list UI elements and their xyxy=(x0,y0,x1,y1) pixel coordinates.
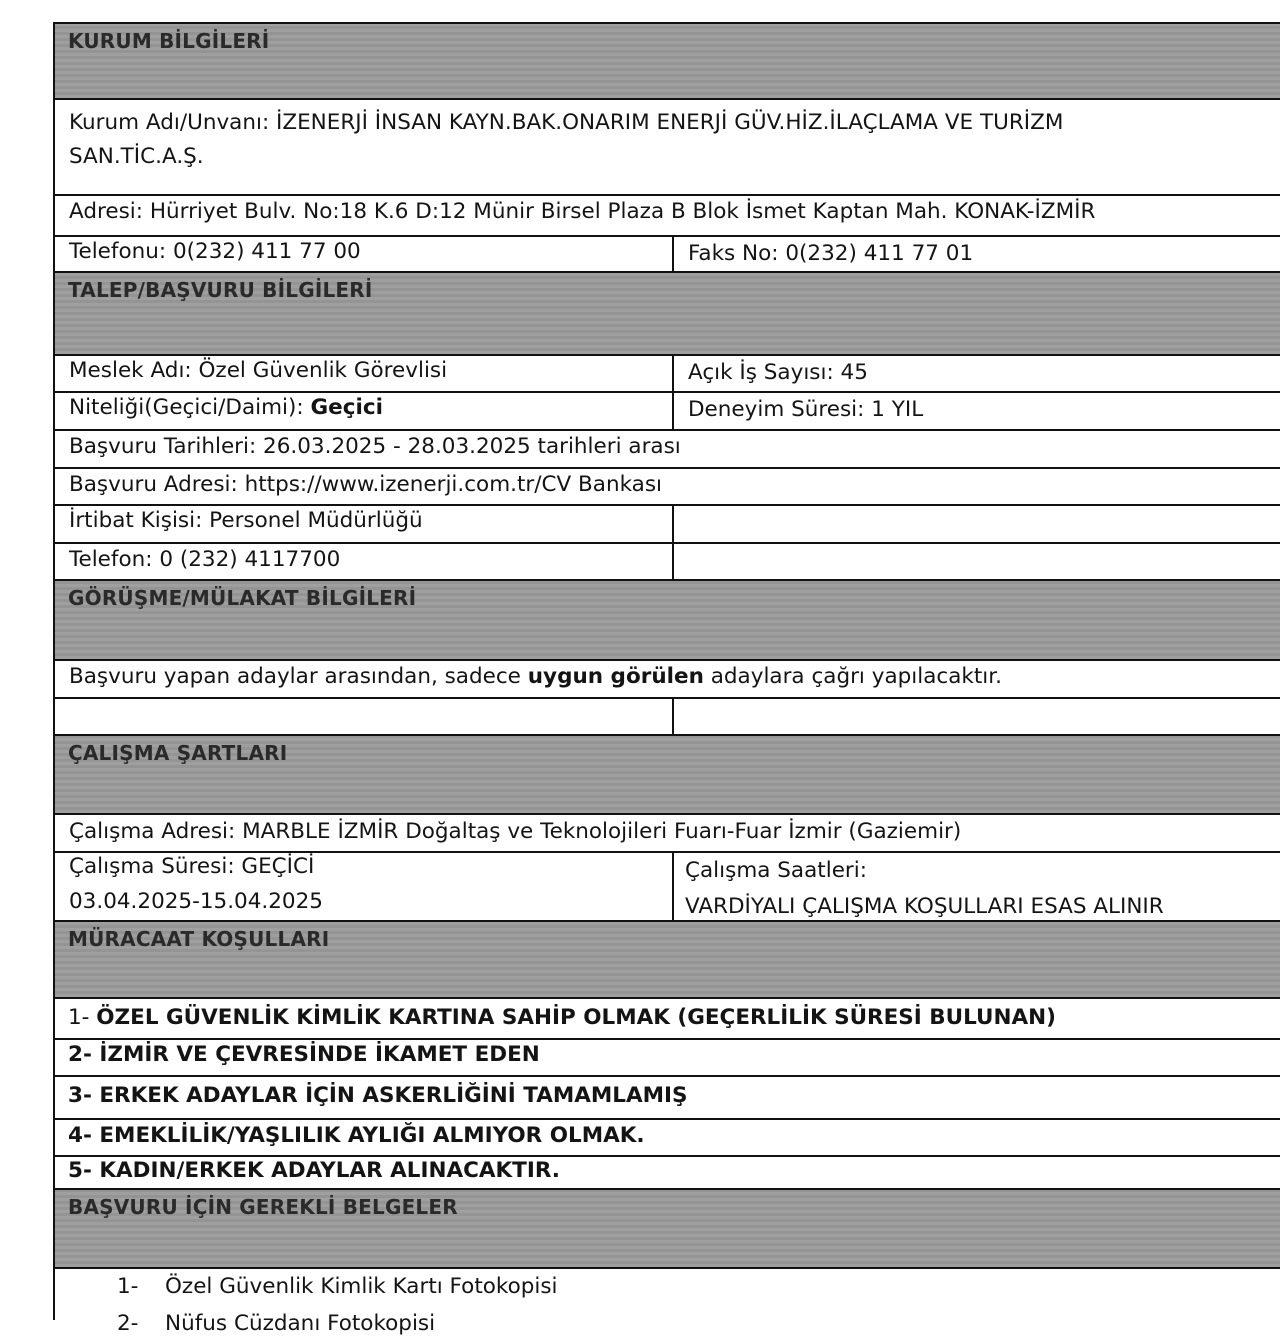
institution-phone-row xyxy=(55,237,1280,273)
requirement-4: 4- EMEKLİLİK/YAŞLILIK AYLIĞI ALMIYOR OLMAK. xyxy=(68,1123,645,1148)
job-type-label: Niteliği(Geçici/Daimi): xyxy=(69,395,311,420)
work-address: Çalışma Adresi: MARBLE İZMİR Doğaltaş ve Teknolojileri Fuarı-Fuar İzmir (Gaziemir) xyxy=(69,819,962,844)
column-divider xyxy=(672,699,674,734)
job-type xyxy=(69,395,383,420)
document-item-number: 2- xyxy=(117,1311,139,1336)
section-header-gorusme xyxy=(55,581,1280,661)
section-title: ÇALIŞMA ŞARTLARI xyxy=(68,741,288,765)
work-address-row xyxy=(55,815,1280,853)
documents-list xyxy=(55,1269,1280,1336)
application-dates-row xyxy=(55,431,1280,469)
work-period-dates: 03.04.2025-15.04.2025 xyxy=(69,889,323,914)
requirement-3: 3- ERKEK ADAYLAR İÇİN ASKERLİĞİNİ TAMAMLAMIŞ xyxy=(68,1083,688,1108)
interview-info-post: adaylara çağrı yapılacaktır. xyxy=(703,664,1002,689)
empty-row xyxy=(55,699,1280,736)
interview-info xyxy=(69,664,1002,689)
section-title: BAŞVURU İÇİN GEREKLİ BELGELER xyxy=(68,1195,458,1219)
column-divider xyxy=(672,853,674,920)
open-positions: Açık İş Sayısı: 45 xyxy=(688,360,868,385)
requirement-item xyxy=(55,1120,1280,1157)
contact-phone: Telefon: 0 (232) 4117700 xyxy=(69,547,341,572)
requirement-item xyxy=(55,1040,1280,1077)
document-item-number: 1- xyxy=(117,1274,139,1299)
section-header-belgeler xyxy=(55,1190,1280,1269)
contact-phone-row xyxy=(55,544,1280,581)
section-title: TALEP/BAŞVURU BİLGİLERİ xyxy=(68,278,373,302)
requirement-item xyxy=(55,1157,1280,1190)
occupation-row xyxy=(55,356,1280,393)
section-title: GÖRÜŞME/MÜLAKAT BİLGİLERİ xyxy=(68,586,417,610)
interview-info-bold: uygun görülen xyxy=(527,664,704,689)
institution-phone: Telefonu: 0(232) 411 77 00 xyxy=(69,239,361,264)
institution-name-row xyxy=(55,100,1280,196)
contact-person-row xyxy=(55,506,1280,544)
job-type-row xyxy=(55,393,1280,431)
institution-name-line1: Kurum Adı/Unvanı: İZENERJİ İNSAN KAYN.BAK.ONARIM ENERJİ GÜV.HİZ.İLAÇLAMA VE TURİZM xyxy=(69,110,1064,135)
section-header-calisma xyxy=(55,736,1280,815)
job-posting-form xyxy=(53,22,1280,1336)
work-hours-label: Çalışma Saatleri: xyxy=(685,858,867,883)
section-header-kurum xyxy=(55,24,1280,100)
job-type-value: Geçici xyxy=(310,395,383,420)
column-divider xyxy=(672,393,674,429)
section-title: KURUM BİLGİLERİ xyxy=(68,29,270,53)
document-item-text: Nüfus Cüzdanı Fotokopisi xyxy=(165,1311,436,1336)
interview-info-row xyxy=(55,661,1280,699)
experience-duration: Deneyim Süresi: 1 YIL xyxy=(688,397,924,422)
column-divider xyxy=(672,506,674,542)
work-hours-value: VARDİYALI ÇALIŞMA KOŞULLARI ESAS ALINIR xyxy=(685,894,1164,919)
section-header-talep xyxy=(55,273,1280,356)
interview-info-pre: Başvuru yapan adaylar arasından, sadece xyxy=(69,664,528,689)
institution-address: Adresi: Hürriyet Bulv. No:18 K.6 D:12 Münir Birsel Plaza B Blok İsmet Kaptan Mah. KONAK-İZMİR xyxy=(69,199,1096,224)
institution-fax: Faks No: 0(232) 411 77 01 xyxy=(688,241,974,266)
institution-name-line2: SAN.TİC.A.Ş. xyxy=(69,144,204,169)
work-period-row xyxy=(55,853,1280,922)
column-divider xyxy=(672,237,674,271)
institution-address-row xyxy=(55,196,1280,237)
occupation-name: Meslek Adı: Özel Güvenlik Görevlisi xyxy=(69,358,448,383)
application-address-row xyxy=(55,469,1280,506)
application-address: Başvuru Adresi: https://www.izenerji.com.tr/CV Bankası xyxy=(69,472,663,497)
column-divider xyxy=(672,356,674,391)
section-title: MÜRACAAT KOŞULLARI xyxy=(68,927,330,951)
requirement-1-text: ÖZEL GÜVENLİK KİMLİK KARTINA SAHİP OLMAK (GEÇERLİLİK SÜRESİ BULUNAN) xyxy=(96,1005,1056,1030)
requirement-1-num: 1- xyxy=(68,1005,97,1030)
requirement-1 xyxy=(68,1005,1056,1030)
requirement-5: 5- KADIN/ERKEK ADAYLAR ALINACAKTIR. xyxy=(68,1158,560,1183)
requirement-item xyxy=(55,999,1280,1040)
column-divider xyxy=(672,544,674,579)
section-header-muracaat xyxy=(55,922,1280,999)
requirement-item xyxy=(55,1077,1280,1120)
application-dates: Başvuru Tarihleri: 26.03.2025 - 28.03.2025 tarihleri arası xyxy=(69,434,681,459)
document-item-text: Özel Güvenlik Kimlik Kartı Fotokopisi xyxy=(165,1274,558,1299)
requirement-2: 2- İZMİR VE ÇEVRESİNDE İKAMET EDEN xyxy=(68,1042,540,1067)
contact-person: İrtibat Kişisi: Personel Müdürlüğü xyxy=(69,508,423,533)
work-period-label: Çalışma Süresi: GEÇİCİ xyxy=(69,854,315,879)
